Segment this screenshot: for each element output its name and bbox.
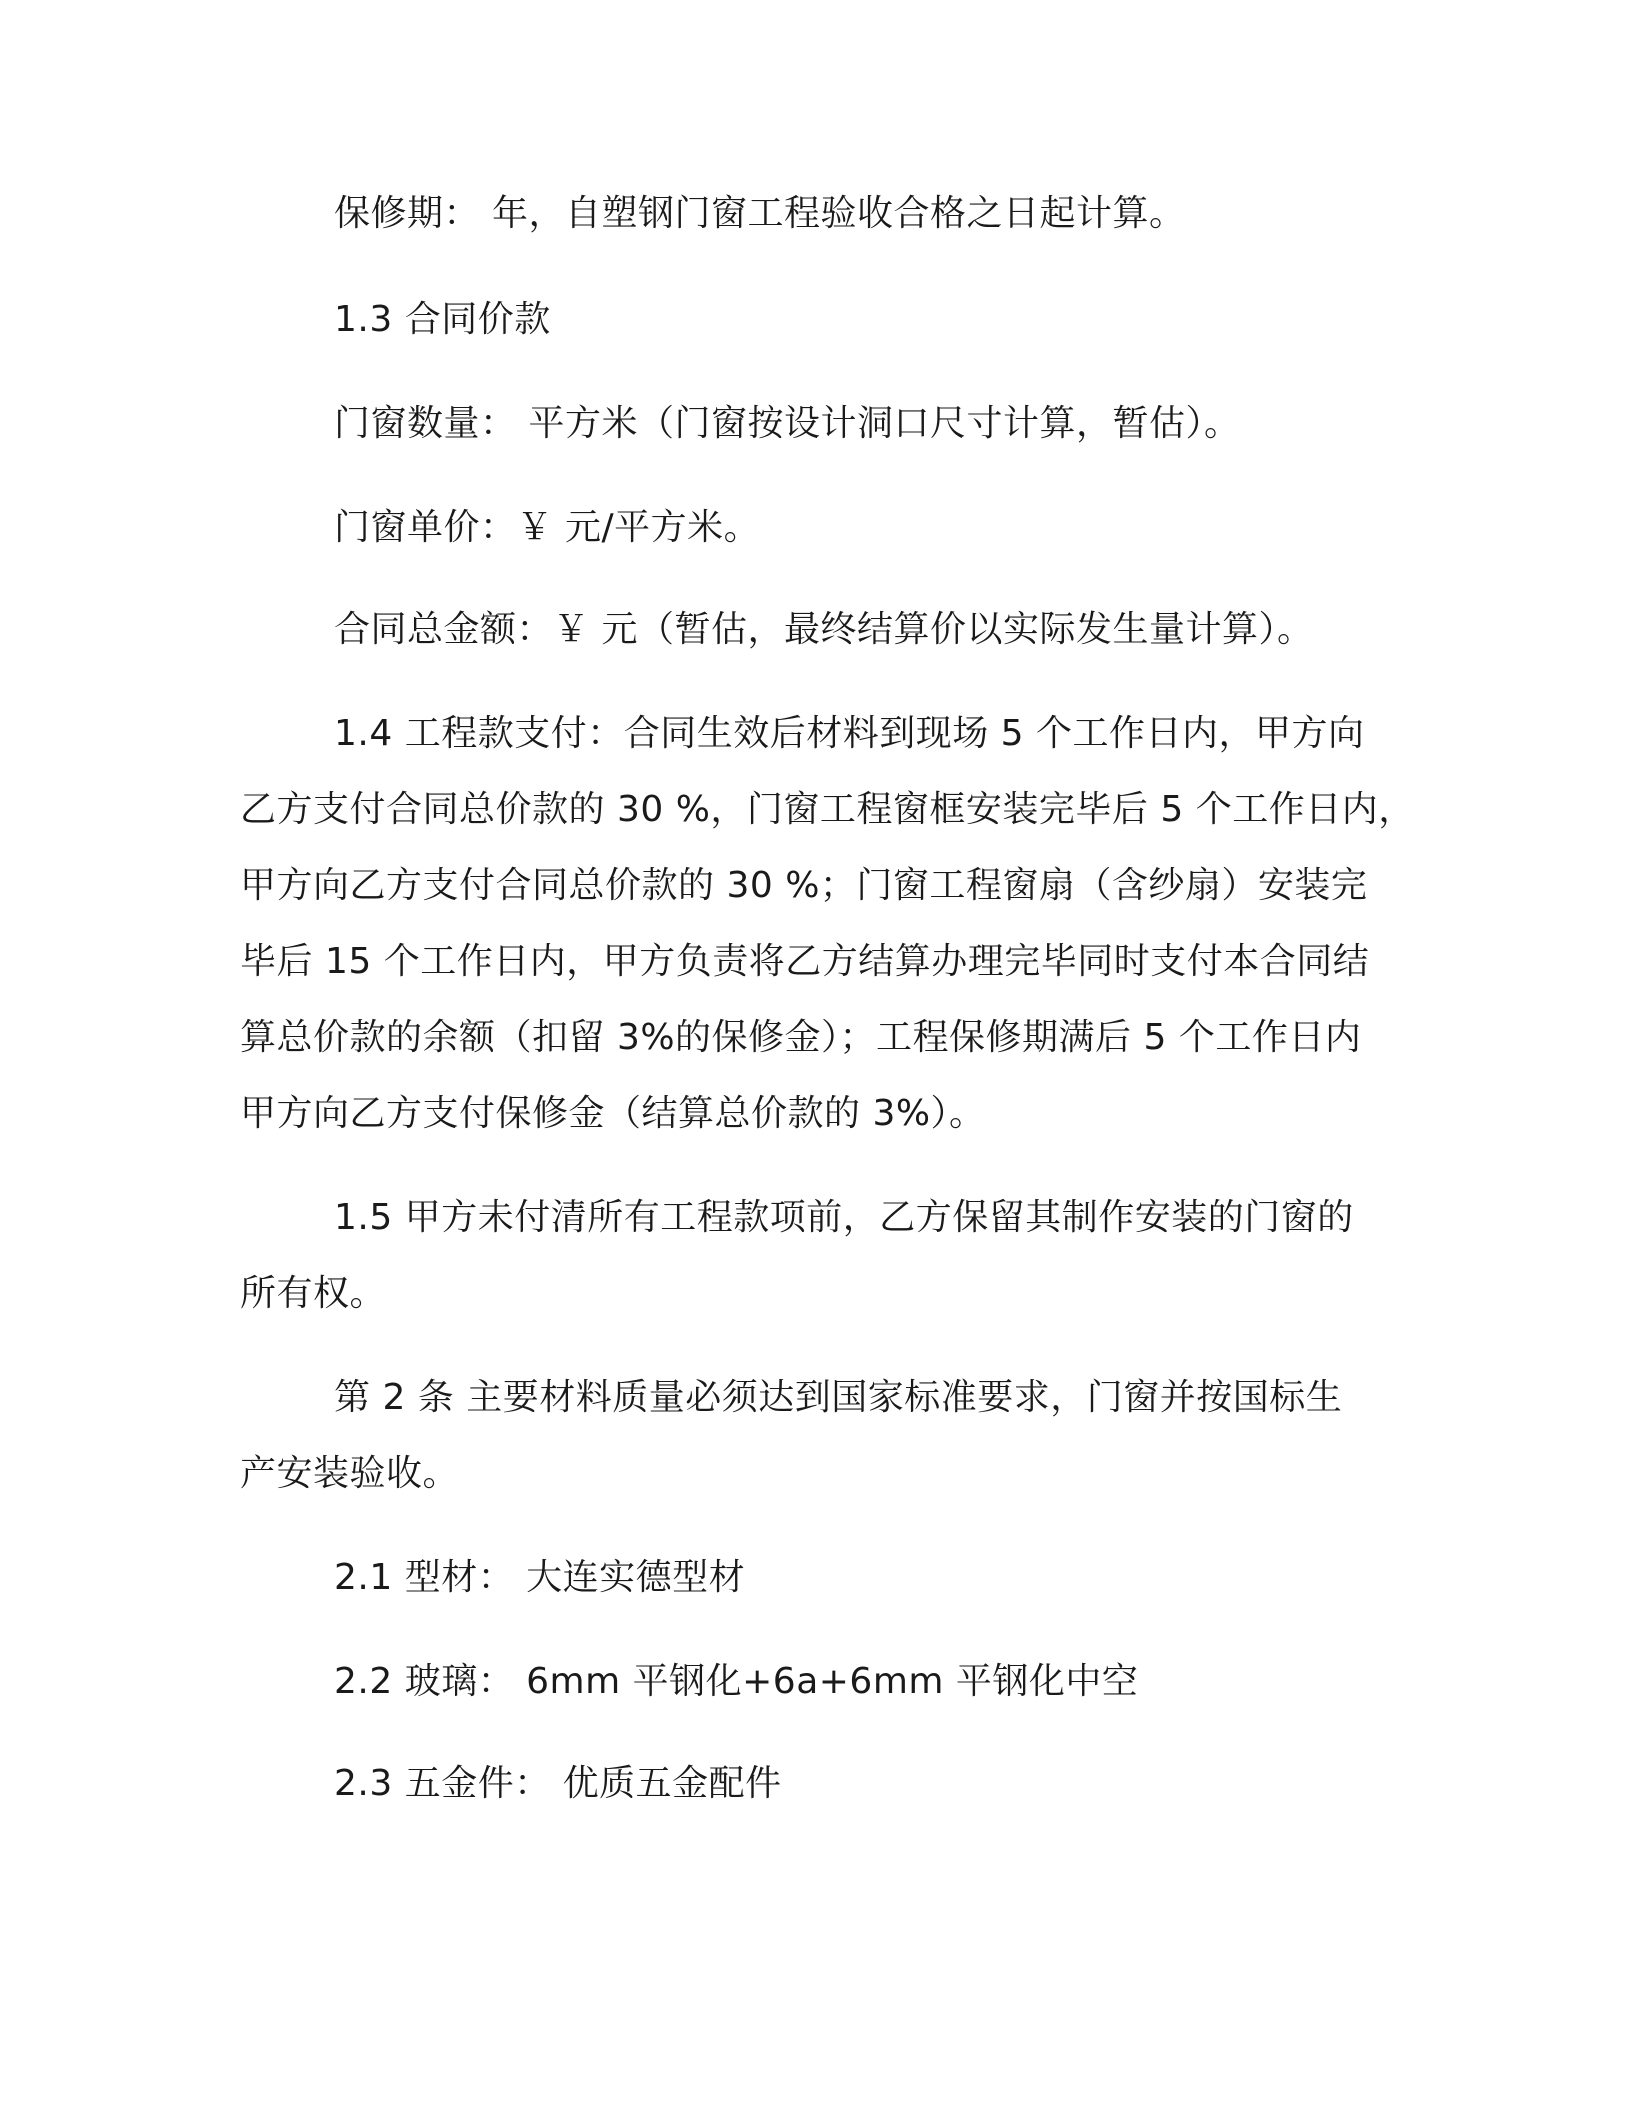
- window-quantity: 门窗数量： 平方米（门窗按设计洞口尺寸计算，暂估）。: [334, 403, 1241, 444]
- payment-terms-line: 甲方向乙方支付合同总价款的 30 %；门窗工程窗扇（含纱扇）安装完: [240, 865, 1368, 906]
- article-2-line: 第 2 条 主要材料质量必须达到国家标准要求，门窗并按国标生: [334, 1377, 1343, 1418]
- window-unit-price: 门窗单价：￥ 元/平方米。: [334, 507, 761, 548]
- payment-terms-line: 毕后 15 个工作日内，甲方负责将乙方结算办理完毕同时支付本合同结: [240, 941, 1370, 982]
- payment-terms-line: 1.4 工程款支付：合同生效后材料到现场 5 个工作日内，甲方向: [334, 713, 1365, 754]
- contract-total-amount: 合同总金额：￥ 元（暂估，最终结算价以实际发生量计算）。: [334, 609, 1314, 650]
- payment-terms-line: 甲方向乙方支付保修金（结算总价款的 3%）。: [240, 1093, 986, 1134]
- section-1-3-heading: 1.3 合同价款: [334, 299, 551, 340]
- payment-terms-line: 乙方支付合同总价款的 30 %，门窗工程窗框安装完毕后 5 个工作日内，: [240, 789, 1415, 830]
- warranty-period: 保修期： 年，自塑钢门窗工程验收合格之日起计算。: [334, 193, 1186, 234]
- ownership-clause-line: 所有权。: [240, 1273, 387, 1314]
- ownership-clause-line: 1.5 甲方未付清所有工程款项前，乙方保留其制作安装的门窗的: [334, 1197, 1354, 1238]
- payment-terms-line: 算总价款的余额（扣留 3%的保修金）；工程保修期满后 5 个工作日内: [240, 1017, 1362, 1058]
- profile-material: 2.1 型材： 大连实德型材: [334, 1557, 746, 1598]
- hardware-material: 2.3 五金件： 优质五金配件: [334, 1763, 782, 1804]
- glass-material: 2.2 玻璃： 6mm 平钢化+6a+6mm 平钢化中空: [334, 1661, 1139, 1702]
- article-2-line: 产安装验收。: [240, 1453, 460, 1494]
